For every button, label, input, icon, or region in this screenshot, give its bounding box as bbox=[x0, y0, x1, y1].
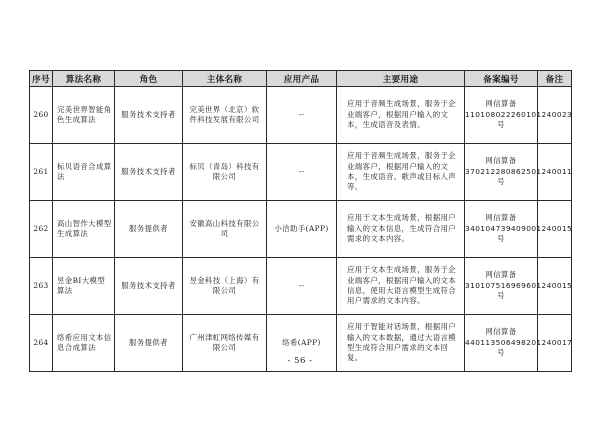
cell-no: 262 bbox=[30, 201, 53, 258]
header-main-use: 主要用途 bbox=[337, 71, 465, 87]
cell-entity-name: 完美世界（北京）软件科技发展有限公司 bbox=[183, 87, 267, 144]
header-entity-name: 主体名称 bbox=[183, 71, 267, 87]
cell-application-product: -- bbox=[267, 144, 337, 201]
header-role: 角色 bbox=[115, 71, 183, 87]
cell-algorithm-name: 昱金BI大模型算法 bbox=[53, 258, 115, 315]
cell-no: 263 bbox=[30, 258, 53, 315]
cell-no: 260 bbox=[30, 87, 53, 144]
header-application-product: 应用产品 bbox=[267, 71, 337, 87]
cell-algorithm-name: 完美世界智能角色生成算法 bbox=[53, 87, 115, 144]
cell-filing-number: 网信算备370212280862501240011号 bbox=[465, 144, 538, 201]
cell-role: 服务技术支持者 bbox=[115, 144, 183, 201]
table-body bbox=[30, 87, 572, 372]
cell-role: 服务技术支持者 bbox=[115, 258, 183, 315]
cell-entity-name: 广州津虹网络传媒有限公司 bbox=[183, 315, 267, 372]
table-row bbox=[30, 144, 572, 201]
cell-entity-name: 标贝（青岛）科技有限公司 bbox=[183, 144, 267, 201]
cell-application-product: -- bbox=[267, 87, 337, 144]
cell-role: 服务提供者 bbox=[115, 201, 183, 258]
cell-algorithm-name: 高山智作大模型生成算法 bbox=[53, 201, 115, 258]
cell-application-product: 络希(APP) bbox=[267, 315, 337, 372]
cell-main-use: 应用于音频生成场景，服务于企业端客户，根据用户输入的文本，生成语音及表情。 bbox=[337, 87, 465, 144]
cell-no: 264 bbox=[30, 315, 53, 372]
cell-no: 261 bbox=[30, 144, 53, 201]
header-remarks: 备注 bbox=[538, 71, 572, 87]
table-row bbox=[30, 258, 572, 315]
cell-filing-number: 网信算备310107516969601240015号 bbox=[465, 258, 538, 315]
cell-role: 服务提供者 bbox=[115, 315, 183, 372]
table-header bbox=[30, 71, 572, 87]
cell-filing-number: 网信算备440113506498201240017号 bbox=[465, 315, 538, 372]
cell-main-use: 应用于文本生成场景，根据用户输入的文本信息，生成符合用户需求的文本内容。 bbox=[337, 201, 465, 258]
algorithm-registry-table bbox=[29, 70, 572, 372]
cell-filing-number: 网信算备110108022260101240023号 bbox=[465, 87, 538, 144]
header-algorithm-name: 算法名称 bbox=[53, 71, 115, 87]
header-filing-number: 备案编号 bbox=[465, 71, 538, 87]
cell-entity-name: 安徽高山科技有限公司 bbox=[183, 201, 267, 258]
cell-algorithm-name: 络希应用文本信息合成算法 bbox=[53, 315, 115, 372]
cell-main-use: 应用于音频生成场景，服务于企业端客户，根据用户输入的文本，生成语音、歌声或目标人声等。 bbox=[337, 144, 465, 201]
header-row bbox=[30, 71, 572, 87]
cell-main-use: 应用于智能对话场景，根据用户输入的文本数据，通过大语言模型生成符合用户需求的文本回复。 bbox=[337, 315, 465, 372]
cell-application-product: -- bbox=[267, 258, 337, 315]
cell-role: 服务技术支持者 bbox=[115, 87, 183, 144]
cell-entity-name: 昱金科技（上海）有限公司 bbox=[183, 258, 267, 315]
page-number: - 56 - bbox=[287, 356, 313, 366]
cell-algorithm-name: 标贝语音合成算法 bbox=[53, 144, 115, 201]
cell-filing-number: 网信算备340104739409001240015号 bbox=[465, 201, 538, 258]
cell-main-use: 应用于文本生成场景，服务于企业端客户，根据用户输入的文本信息，使用大语言模型生成符合用户需求的文本内容。 bbox=[337, 258, 465, 315]
table-row bbox=[30, 201, 572, 258]
cell-application-product: 小洽助手(APP) bbox=[267, 201, 337, 258]
table-row bbox=[30, 87, 572, 144]
header-no: 序号 bbox=[30, 71, 53, 87]
